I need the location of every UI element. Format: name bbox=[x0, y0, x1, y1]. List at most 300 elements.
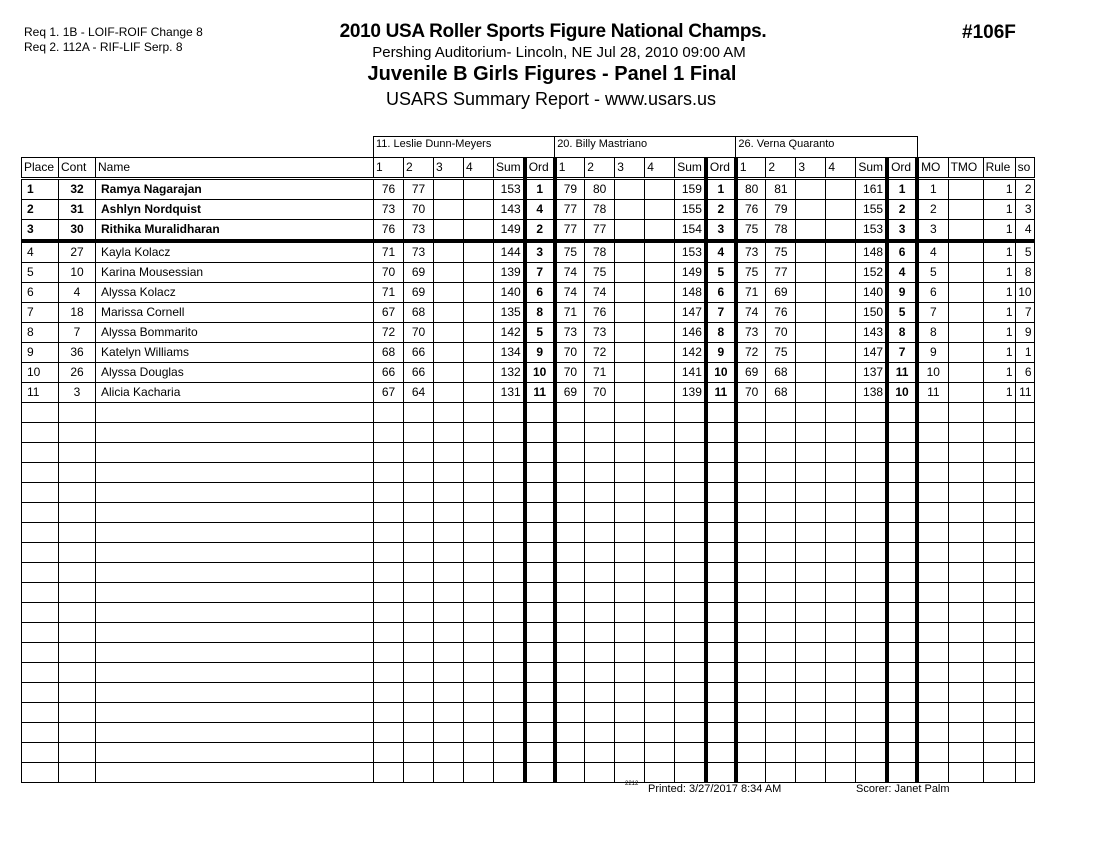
empty-row bbox=[22, 763, 1035, 783]
ordinal bbox=[525, 603, 555, 623]
score-fig4 bbox=[464, 200, 494, 220]
so-cell bbox=[1015, 503, 1034, 523]
col-j1-fig2: 2 bbox=[404, 158, 434, 179]
score-fig1: 79 bbox=[555, 179, 585, 200]
cont-cell bbox=[59, 763, 96, 783]
score-fig4 bbox=[464, 603, 494, 623]
score-fig3 bbox=[434, 663, 464, 683]
score-fig1 bbox=[555, 723, 585, 743]
score-fig4 bbox=[464, 703, 494, 723]
report-title: USARS Summary Report - www.usars.us bbox=[385, 89, 717, 109]
score-fig3 bbox=[796, 263, 826, 283]
name-cell bbox=[96, 723, 374, 743]
ordinal: 8 bbox=[887, 323, 917, 343]
printed-timestamp: Printed: 3/27/2017 8:34 AM bbox=[648, 783, 782, 795]
so-cell bbox=[1015, 723, 1034, 743]
score-fig3 bbox=[434, 463, 464, 483]
score-sum: 143 bbox=[856, 323, 887, 343]
score-fig4 bbox=[645, 443, 675, 463]
score-fig3 bbox=[615, 403, 645, 423]
score-sum bbox=[856, 683, 887, 703]
score-fig2 bbox=[404, 563, 434, 583]
score-fig1: 80 bbox=[736, 179, 766, 200]
ordinal bbox=[706, 523, 736, 543]
score-sum bbox=[494, 703, 525, 723]
score-fig3 bbox=[434, 583, 464, 603]
results-table bbox=[21, 136, 1035, 783]
col-j3-sum: Sum bbox=[856, 158, 887, 179]
ordinal: 5 bbox=[525, 323, 555, 343]
place-cell bbox=[22, 543, 59, 563]
so-cell bbox=[1015, 443, 1034, 463]
score-fig2 bbox=[585, 703, 615, 723]
so-cell bbox=[1015, 563, 1034, 583]
score-sum bbox=[675, 403, 706, 423]
score-fig4 bbox=[645, 303, 675, 323]
place-cell bbox=[22, 563, 59, 583]
col-so: so bbox=[1015, 158, 1034, 179]
tmo-cell bbox=[948, 303, 983, 323]
score-fig1 bbox=[374, 623, 404, 643]
place-cell bbox=[22, 583, 59, 603]
mo-cell bbox=[917, 523, 948, 543]
ordinal bbox=[887, 703, 917, 723]
score-fig2 bbox=[404, 523, 434, 543]
so-cell bbox=[1015, 403, 1034, 423]
score-sum: 153 bbox=[856, 220, 887, 242]
score-fig4 bbox=[826, 423, 856, 443]
score-fig2 bbox=[585, 683, 615, 703]
cont-cell: 27 bbox=[59, 241, 96, 263]
score-fig3 bbox=[615, 463, 645, 483]
score-sum: 141 bbox=[675, 363, 706, 383]
score-fig1: 73 bbox=[736, 241, 766, 263]
mo-cell: 4 bbox=[917, 241, 948, 263]
score-fig2 bbox=[404, 763, 434, 783]
col-j3-fig4: 4 bbox=[826, 158, 856, 179]
score-fig2: 77 bbox=[585, 220, 615, 242]
score-fig2: 73 bbox=[404, 220, 434, 242]
score-fig4 bbox=[826, 643, 856, 663]
score-fig4 bbox=[645, 383, 675, 403]
score-fig2: 70 bbox=[766, 323, 796, 343]
score-fig4 bbox=[645, 463, 675, 483]
score-fig4 bbox=[826, 603, 856, 623]
score-fig1 bbox=[555, 603, 585, 623]
score-fig4 bbox=[645, 483, 675, 503]
score-fig4 bbox=[826, 723, 856, 743]
cont-cell: 36 bbox=[59, 343, 96, 363]
score-fig4 bbox=[645, 241, 675, 263]
rule-cell: 1 bbox=[983, 200, 1015, 220]
score-fig2 bbox=[766, 623, 796, 643]
place-cell: 2 bbox=[22, 200, 59, 220]
col-cont: Cont bbox=[59, 158, 96, 179]
score-fig3 bbox=[796, 643, 826, 663]
ordinal bbox=[887, 443, 917, 463]
score-fig2 bbox=[766, 443, 796, 463]
score-fig3 bbox=[615, 220, 645, 242]
score-fig2 bbox=[404, 743, 434, 763]
mo-cell bbox=[917, 423, 948, 443]
score-fig4 bbox=[826, 503, 856, 523]
cont-cell bbox=[59, 443, 96, 463]
score-fig1: 71 bbox=[374, 283, 404, 303]
score-sum: 152 bbox=[856, 263, 887, 283]
score-fig1: 66 bbox=[374, 363, 404, 383]
empty-row bbox=[22, 603, 1035, 623]
ordinal bbox=[706, 483, 736, 503]
cont-cell: 10 bbox=[59, 263, 96, 283]
ordinal bbox=[706, 663, 736, 683]
cont-cell: 30 bbox=[59, 220, 96, 242]
mo-cell bbox=[917, 543, 948, 563]
ordinal bbox=[887, 603, 917, 623]
score-fig1 bbox=[555, 503, 585, 523]
score-fig2: 75 bbox=[585, 263, 615, 283]
col-j2-fig1: 1 bbox=[555, 158, 585, 179]
score-fig4 bbox=[464, 643, 494, 663]
tmo-cell bbox=[948, 241, 983, 263]
score-fig4 bbox=[464, 220, 494, 242]
name-cell: Katelyn Williams bbox=[96, 343, 374, 363]
place-cell bbox=[22, 523, 59, 543]
place-cell bbox=[22, 443, 59, 463]
score-fig2: 78 bbox=[585, 241, 615, 263]
ordinal bbox=[887, 623, 917, 643]
score-fig2 bbox=[404, 603, 434, 623]
score-fig3 bbox=[615, 683, 645, 703]
ordinal: 1 bbox=[887, 179, 917, 200]
ordinal: 7 bbox=[706, 303, 736, 323]
score-sum: 135 bbox=[494, 303, 525, 323]
place-cell bbox=[22, 483, 59, 503]
score-sum bbox=[856, 563, 887, 583]
ordinal bbox=[887, 463, 917, 483]
ordinal: 11 bbox=[887, 363, 917, 383]
event-title: Juvenile B Girls Figures - Panel 1 Final bbox=[367, 63, 737, 85]
cont-cell bbox=[59, 643, 96, 663]
score-fig3 bbox=[434, 543, 464, 563]
ordinal bbox=[706, 763, 736, 783]
so-cell bbox=[1015, 623, 1034, 643]
score-fig1: 68 bbox=[374, 343, 404, 363]
score-fig2: 73 bbox=[585, 323, 615, 343]
score-fig1: 73 bbox=[555, 323, 585, 343]
score-sum: 140 bbox=[856, 283, 887, 303]
ordinal bbox=[887, 683, 917, 703]
tmo-cell bbox=[948, 483, 983, 503]
score-fig4 bbox=[645, 263, 675, 283]
score-fig3 bbox=[615, 241, 645, 263]
score-fig2 bbox=[766, 543, 796, 563]
place-cell bbox=[22, 703, 59, 723]
score-fig2: 78 bbox=[585, 200, 615, 220]
mo-cell bbox=[917, 703, 948, 723]
tmo-cell bbox=[948, 603, 983, 623]
score-fig4 bbox=[645, 703, 675, 723]
score-fig4 bbox=[464, 503, 494, 523]
score-fig4 bbox=[464, 583, 494, 603]
score-fig2 bbox=[585, 583, 615, 603]
name-cell bbox=[96, 623, 374, 643]
ordinal: 4 bbox=[887, 263, 917, 283]
place-cell bbox=[22, 763, 59, 783]
rule-cell bbox=[983, 643, 1015, 663]
ordinal: 10 bbox=[706, 363, 736, 383]
tmo-cell bbox=[948, 563, 983, 583]
table-row bbox=[22, 220, 1035, 242]
score-fig3 bbox=[615, 483, 645, 503]
score-fig4 bbox=[464, 423, 494, 443]
score-fig1 bbox=[374, 583, 404, 603]
ordinal: 10 bbox=[887, 383, 917, 403]
mo-cell: 8 bbox=[917, 323, 948, 343]
ordinal bbox=[706, 623, 736, 643]
score-sum bbox=[494, 603, 525, 623]
score-fig1 bbox=[555, 583, 585, 603]
score-fig4 bbox=[645, 563, 675, 583]
ordinal bbox=[706, 463, 736, 483]
score-sum: 143 bbox=[494, 200, 525, 220]
score-fig1 bbox=[736, 743, 766, 763]
score-fig1 bbox=[736, 643, 766, 663]
score-fig1 bbox=[374, 483, 404, 503]
score-fig4 bbox=[645, 643, 675, 663]
rule-cell bbox=[983, 443, 1015, 463]
score-fig3 bbox=[434, 200, 464, 220]
ordinal bbox=[525, 423, 555, 443]
score-fig3 bbox=[796, 463, 826, 483]
score-fig1 bbox=[555, 543, 585, 563]
score-fig1 bbox=[736, 703, 766, 723]
name-cell bbox=[96, 603, 374, 623]
score-sum bbox=[675, 483, 706, 503]
score-fig2 bbox=[766, 743, 796, 763]
tmo-cell bbox=[948, 343, 983, 363]
score-sum bbox=[675, 763, 706, 783]
tmo-cell bbox=[948, 503, 983, 523]
score-fig3 bbox=[434, 603, 464, 623]
score-fig2 bbox=[585, 663, 615, 683]
ordinal bbox=[525, 443, 555, 463]
score-fig1 bbox=[736, 663, 766, 683]
score-fig1: 70 bbox=[555, 363, 585, 383]
score-fig1 bbox=[374, 463, 404, 483]
score-fig2 bbox=[766, 603, 796, 623]
score-fig4 bbox=[826, 303, 856, 323]
score-sum bbox=[675, 563, 706, 583]
mo-cell: 3 bbox=[917, 220, 948, 242]
score-fig3 bbox=[434, 703, 464, 723]
score-fig4 bbox=[464, 343, 494, 363]
score-fig3 bbox=[615, 623, 645, 643]
empty-row bbox=[22, 443, 1035, 463]
tmo-cell bbox=[948, 743, 983, 763]
score-fig4 bbox=[645, 179, 675, 200]
table-row bbox=[22, 263, 1035, 283]
rule-cell: 1 bbox=[983, 179, 1015, 200]
place-cell: 9 bbox=[22, 343, 59, 363]
score-fig1 bbox=[736, 583, 766, 603]
score-sum bbox=[494, 723, 525, 743]
score-fig2: 74 bbox=[585, 283, 615, 303]
score-sum bbox=[494, 523, 525, 543]
score-fig2 bbox=[766, 663, 796, 683]
score-fig4 bbox=[826, 443, 856, 463]
score-fig4 bbox=[464, 743, 494, 763]
score-sum: 155 bbox=[675, 200, 706, 220]
score-fig2 bbox=[404, 483, 434, 503]
cont-cell: 3 bbox=[59, 383, 96, 403]
score-sum bbox=[494, 443, 525, 463]
ordinal: 7 bbox=[887, 343, 917, 363]
rule-cell bbox=[983, 663, 1015, 683]
mo-cell bbox=[917, 443, 948, 463]
score-fig3 bbox=[615, 763, 645, 783]
ordinal bbox=[887, 543, 917, 563]
score-fig2 bbox=[404, 643, 434, 663]
score-fig3 bbox=[615, 343, 645, 363]
score-fig4 bbox=[464, 179, 494, 200]
score-fig4 bbox=[826, 463, 856, 483]
score-fig4 bbox=[645, 523, 675, 543]
score-fig4 bbox=[826, 563, 856, 583]
ordinal: 6 bbox=[525, 283, 555, 303]
score-fig1: 73 bbox=[374, 200, 404, 220]
name-cell: Ramya Nagarajan bbox=[96, 179, 374, 200]
score-fig4 bbox=[645, 723, 675, 743]
score-fig2 bbox=[585, 563, 615, 583]
score-fig1 bbox=[374, 723, 404, 743]
score-sum: 142 bbox=[675, 343, 706, 363]
score-fig1 bbox=[374, 503, 404, 523]
ordinal: 8 bbox=[525, 303, 555, 323]
empty-row bbox=[22, 423, 1035, 443]
score-sum: 132 bbox=[494, 363, 525, 383]
so-cell: 10 bbox=[1015, 283, 1034, 303]
rule-cell bbox=[983, 583, 1015, 603]
score-fig4 bbox=[826, 343, 856, 363]
cont-cell bbox=[59, 503, 96, 523]
score-sum bbox=[856, 503, 887, 523]
score-fig2 bbox=[766, 723, 796, 743]
score-fig4 bbox=[645, 220, 675, 242]
score-sum bbox=[856, 663, 887, 683]
score-fig2 bbox=[766, 503, 796, 523]
score-fig3 bbox=[796, 179, 826, 200]
ordinal: 9 bbox=[706, 343, 736, 363]
name-cell bbox=[96, 683, 374, 703]
score-fig1 bbox=[736, 423, 766, 443]
ordinal bbox=[525, 583, 555, 603]
ordinal bbox=[887, 663, 917, 683]
name-cell bbox=[96, 483, 374, 503]
score-fig3 bbox=[434, 443, 464, 463]
score-fig3 bbox=[796, 403, 826, 423]
event-number: #106F bbox=[962, 22, 1016, 43]
score-fig4 bbox=[645, 363, 675, 383]
score-fig3 bbox=[434, 383, 464, 403]
score-fig3 bbox=[615, 303, 645, 323]
score-fig3 bbox=[796, 723, 826, 743]
tmo-cell bbox=[948, 463, 983, 483]
ordinal bbox=[525, 663, 555, 683]
score-fig2: 73 bbox=[404, 241, 434, 263]
table-row bbox=[22, 283, 1035, 303]
score-fig1 bbox=[736, 483, 766, 503]
rule-cell bbox=[983, 623, 1015, 643]
score-fig2: 75 bbox=[766, 343, 796, 363]
score-fig1: 77 bbox=[555, 220, 585, 242]
so-cell bbox=[1015, 583, 1034, 603]
score-fig3 bbox=[615, 263, 645, 283]
score-fig1: 75 bbox=[736, 220, 766, 242]
score-fig1 bbox=[555, 683, 585, 703]
score-sum bbox=[494, 763, 525, 783]
score-fig3 bbox=[615, 543, 645, 563]
score-fig3 bbox=[796, 523, 826, 543]
ordinal bbox=[525, 563, 555, 583]
empty-row bbox=[22, 503, 1035, 523]
score-fig3 bbox=[615, 383, 645, 403]
score-fig3 bbox=[615, 363, 645, 383]
ordinal: 10 bbox=[525, 363, 555, 383]
place-cell: 6 bbox=[22, 283, 59, 303]
ordinal: 3 bbox=[887, 220, 917, 242]
score-fig4 bbox=[826, 703, 856, 723]
judges-row bbox=[22, 137, 1035, 158]
cont-cell: 26 bbox=[59, 363, 96, 383]
score-fig1 bbox=[555, 463, 585, 483]
score-fig4 bbox=[826, 583, 856, 603]
column-header-row bbox=[22, 158, 1035, 179]
cont-cell bbox=[59, 603, 96, 623]
place-cell: 4 bbox=[22, 241, 59, 263]
score-fig3 bbox=[615, 603, 645, 623]
rule-cell: 1 bbox=[983, 323, 1015, 343]
score-fig3 bbox=[615, 503, 645, 523]
rule-cell bbox=[983, 423, 1015, 443]
score-fig4 bbox=[645, 623, 675, 643]
score-fig2 bbox=[404, 703, 434, 723]
score-fig2: 76 bbox=[766, 303, 796, 323]
empty-row bbox=[22, 403, 1035, 423]
cont-cell bbox=[59, 663, 96, 683]
ordinal bbox=[706, 643, 736, 663]
score-fig3 bbox=[434, 523, 464, 543]
so-cell bbox=[1015, 483, 1034, 503]
score-sum: 139 bbox=[675, 383, 706, 403]
score-fig1 bbox=[555, 443, 585, 463]
rule-cell bbox=[983, 403, 1015, 423]
score-sum bbox=[675, 543, 706, 563]
ordinal bbox=[706, 403, 736, 423]
score-fig4 bbox=[464, 403, 494, 423]
ordinal bbox=[525, 403, 555, 423]
score-fig1 bbox=[736, 523, 766, 543]
mo-cell bbox=[917, 603, 948, 623]
ordinal: 11 bbox=[525, 383, 555, 403]
score-sum bbox=[856, 583, 887, 603]
col-j1-ord: Ord bbox=[525, 158, 555, 179]
tmo-cell bbox=[948, 263, 983, 283]
name-cell: Alyssa Bommarito bbox=[96, 323, 374, 343]
score-fig3 bbox=[434, 423, 464, 443]
cont-cell: 31 bbox=[59, 200, 96, 220]
score-fig1 bbox=[555, 563, 585, 583]
score-sum: 161 bbox=[856, 179, 887, 200]
